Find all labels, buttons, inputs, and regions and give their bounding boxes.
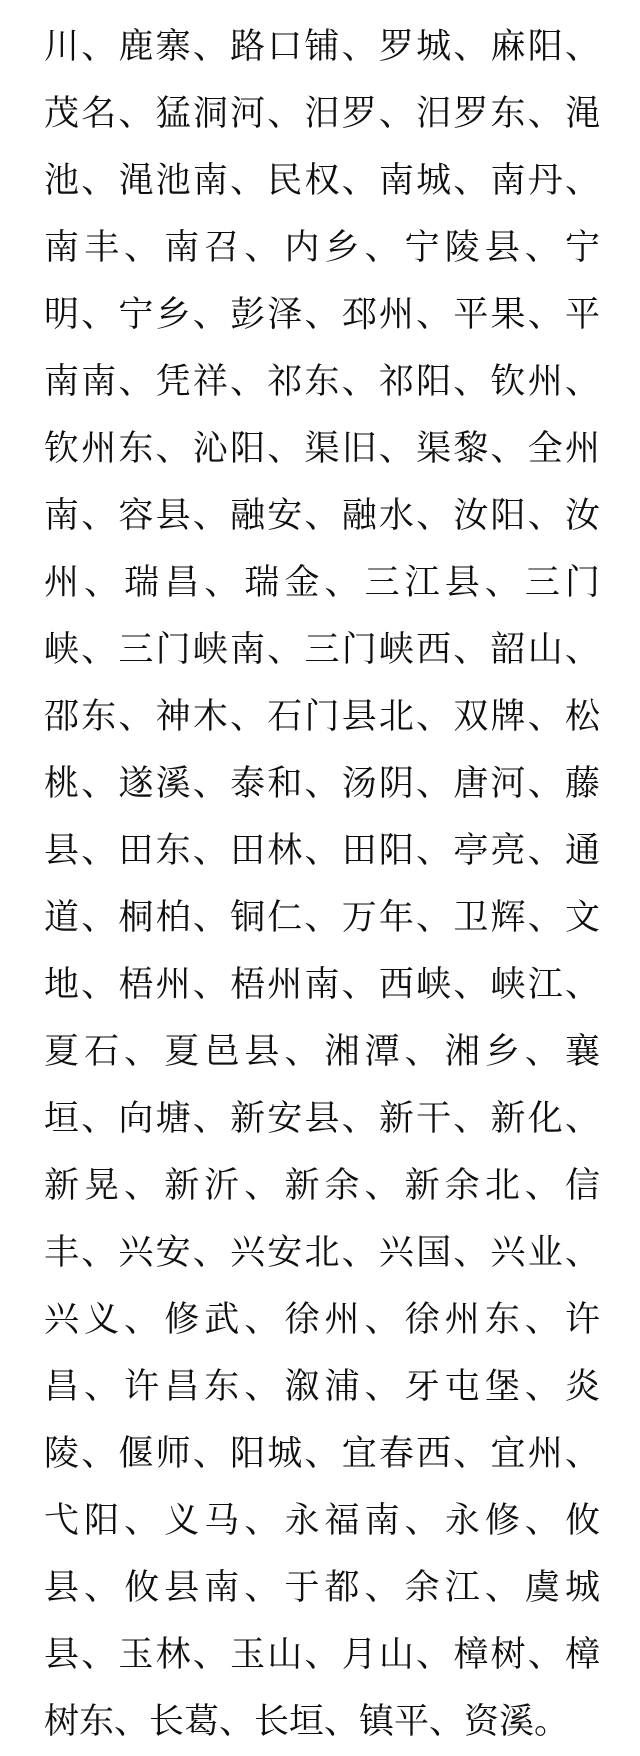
station-name-list-paragraph: 川、鹿寨、路口铺、罗城、麻阳、茂名、猛洞河、汨罗、汨罗东、渑池、渑池南、民权、南城、南丹、南丰、南召、内乡、宁陵县、宁明、宁乡、彭泽、邳州、平果、平南南、凭祥、祁东、祁阳、钦州、钦州东、沁阳、渠旧、渠黎、全州南、容县、融安、融水、汝阳、汝州、瑞昌、瑞金、三江县、三门峡、三门峡南、三门峡西、韶山、邵东、神木、石门县北、双牌、松桃、遂溪、泰和、汤阴、唐河、藤县、田东、田林、田阳、亭亮、通道、桐柏、铜仁、万年、卫辉、文地、梧州、梧州南、西峡、峡江、夏石、夏邑县、湘潭、湘乡、襄垣、向塘、新安县、新干、新化、新晃、新沂、新余、新余北、信丰、兴安、兴安北、兴国、兴业、兴义、修武、徐州、徐州东、许昌、许昌东、溆浦、牙屯堡、炎陵、偃师、阳城、宜春西、宜州、弋阳、义马、永福南、永修、攸县、攸县南、于都、余江、虞城县、玉林、玉山、月山、樟树、樟树东、长葛、长垣、镇平、资溪。 bbox=[44, 27, 600, 1742]
